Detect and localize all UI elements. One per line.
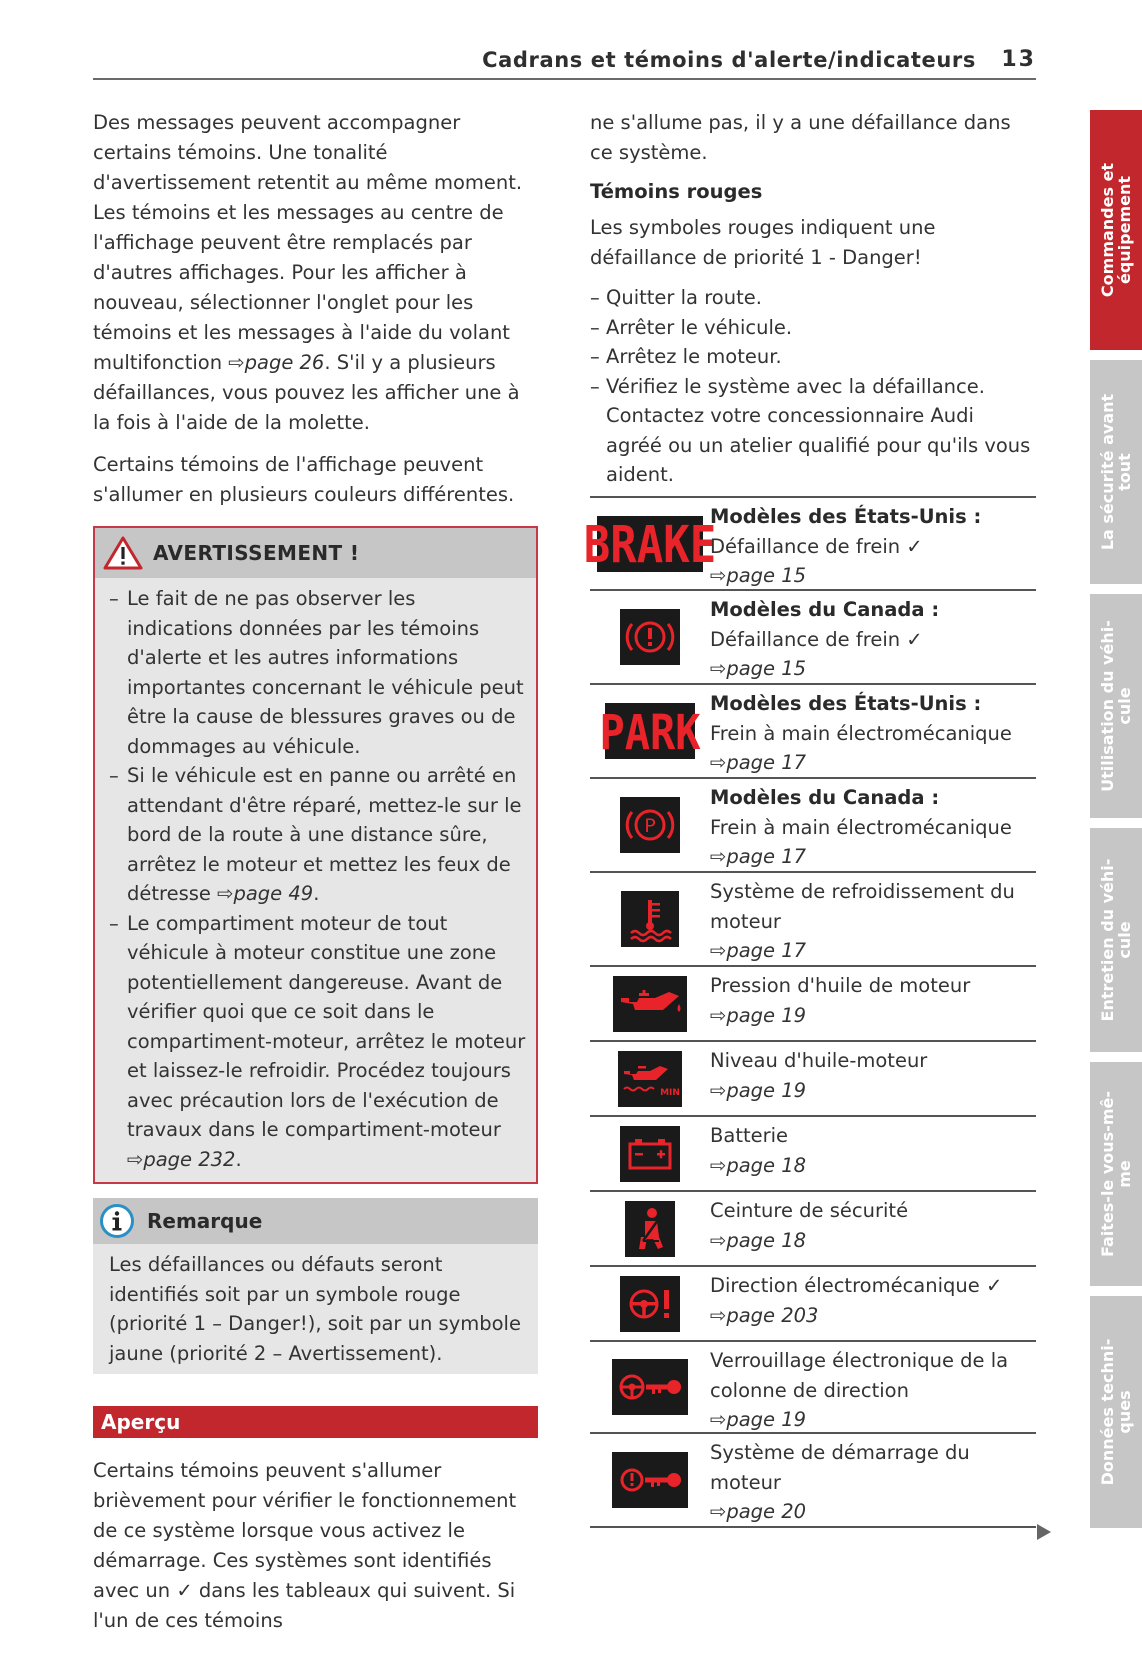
warning-item: – Si le véhicule est en panne ou arrêté en attendant d'être réparé, mettez-le sur le bord de la route à une distance sûre, arrêtez le moteur et mettez les feux de détresse ⇨page 49. <box>109 761 526 909</box>
indicator-text <box>710 1342 1036 1432</box>
indicator-label: Système de refroidissement du moteur <box>710 880 1015 933</box>
info-icon <box>99 1203 135 1239</box>
page-link[interactable]: ⇨page 19 <box>710 1003 807 1027</box>
intro-paragraph-2: Certains témoins de l'affichage peuvent s'allumer en plusieurs couleurs différentes. <box>93 453 515 506</box>
page-link[interactable]: ⇨page 26 <box>228 351 325 374</box>
page-link[interactable]: ⇨page 232 <box>127 1147 236 1171</box>
indicator-text <box>710 685 1036 777</box>
chapter-tab-entretien[interactable]: Entretien du véhi- cule <box>1090 828 1142 1052</box>
note-box <box>93 1198 538 1374</box>
indicator-label: Frein à main électromécanique <box>710 815 1012 839</box>
indicator-row <box>590 873 1036 967</box>
indicator-row <box>590 1192 1036 1267</box>
action-step: – Quitter la route. <box>590 283 1036 313</box>
overview-heading: Aperçu <box>93 1406 538 1438</box>
warning-item: – Le compartiment moteur de tout véhicule à moteur constitue une zone potentiellement dangereuse. Avant de vérifier quoi que ce soit dans le compartiment-moteur, arrêtez le moteur et laissez-le refroidir. Procédez toujours avec précaution lors de l'exécution de travaux dans le compartiment-moteur ⇨page 232. <box>109 909 526 1175</box>
indicator-text <box>710 1434 1036 1526</box>
action-step: – Vérifiez le système avec la défaillance. Contactez votre concessionnaire Audi agréé ou un atelier qualifié pour qu'ils vous aident. <box>590 372 1036 490</box>
seatbelt-icon <box>590 1192 710 1265</box>
page-link[interactable]: ⇨page 19 <box>710 1078 807 1102</box>
indicator-row <box>590 1267 1036 1342</box>
battery-icon <box>590 1117 710 1190</box>
indicator-row <box>590 591 1036 685</box>
indicator-row <box>590 779 1036 873</box>
warning-list <box>95 578 536 1182</box>
svg-text:P: P <box>644 815 656 837</box>
action-step: – Arrêtez le moteur. <box>590 342 1036 372</box>
oil-pressure-icon <box>590 967 710 1040</box>
indicator-label: Système de démarrage du moteur <box>710 1441 970 1494</box>
overview-text: Certains témoins peuvent s'allumer brièvement pour vérifier le fonctionnement de ce système lorsque vous activez le démarrage. Ces systèmes sont identifiés avec un ✓ dans les tableaux qui suivent. Si l'un de ces témoins <box>93 1459 517 1632</box>
chapter-tab-commandes[interactable]: Commandes et équipement <box>1090 110 1142 350</box>
indicator-text <box>710 1042 1036 1115</box>
continued-text: ne s'allume pas, il y a une défaillance dans ce système. <box>590 111 1011 164</box>
warning-triangle-icon <box>103 536 143 570</box>
page-link[interactable]: ⇨page 49 <box>217 882 314 905</box>
warning-item: – Le fait de ne pas observer les indications données par les témoins d'alerte et les autres informations importantes concernant le véhicule peut être la cause de blessures graves ou de dommages au véhicule. <box>109 584 526 761</box>
svg-text:PARK: PARK <box>599 704 701 761</box>
page-link[interactable]: ⇨page 203 <box>710 1303 819 1327</box>
page-link[interactable]: ⇨page 18 <box>710 1228 807 1252</box>
indicator-label: Batterie <box>710 1124 789 1147</box>
indicator-text <box>710 498 1036 589</box>
brake-circle-icon <box>590 591 710 683</box>
page-title: Cadrans et témoins d'alerte/indicateurs <box>482 48 976 72</box>
note-header <box>93 1198 538 1244</box>
indicator-label: Pression d'huile de moteur <box>710 974 971 997</box>
left-column <box>93 108 538 1636</box>
brake-text-icon <box>583 498 717 589</box>
indicator-row <box>590 1434 1036 1528</box>
page-link[interactable]: ⇨page 17 <box>710 751 807 774</box>
chapter-tab-donnees[interactable]: Données techni- ques <box>1090 1296 1142 1528</box>
red-indicators-text: Les symboles rouges indiquent une défaillance de priorité 1 - Danger! <box>590 216 936 269</box>
indicator-text <box>710 1117 1036 1190</box>
page-link[interactable]: ⇨page 19 <box>710 1408 807 1431</box>
indicator-text <box>710 873 1036 965</box>
coolant-icon <box>590 873 710 965</box>
indicator-row <box>590 1042 1036 1117</box>
start-system-icon <box>590 1434 710 1526</box>
indicator-text <box>710 779 1036 871</box>
park-text-icon <box>590 685 710 777</box>
indicator-label: Frein à main électromécanique <box>710 721 1012 745</box>
page-link[interactable]: ⇨page 15 <box>710 657 807 680</box>
warning-header <box>95 528 536 578</box>
indicator-text <box>710 967 1036 1040</box>
action-step: – Arrêter le véhicule. <box>590 313 1036 343</box>
next-page-arrow-icon <box>1037 1524 1051 1540</box>
steering-warning-icon <box>590 1267 710 1340</box>
indicator-label: Défaillance de frein ✓ <box>710 627 923 651</box>
chapter-tab-faites-le[interactable]: Faites-le vous-mê- me <box>1090 1062 1142 1286</box>
red-indicators-heading: Témoins rouges <box>590 180 763 203</box>
warning-title: AVERTISSEMENT ! <box>153 541 360 565</box>
indicator-label: Défaillance de frein ✓ <box>710 534 923 558</box>
page-link[interactable]: ⇨page 20 <box>710 1500 807 1523</box>
indicator-label: Direction électromécanique ✓ <box>710 1274 1003 1297</box>
page-link[interactable]: ⇨page 15 <box>710 564 807 587</box>
indicator-heading: Modèles des États-Unis : <box>710 505 982 528</box>
indicator-row <box>583 498 1036 591</box>
indicator-text <box>710 1267 1036 1340</box>
indicator-label: Verrouillage électronique de la colonne de direction <box>710 1349 1009 1402</box>
indicator-row <box>590 1117 1036 1192</box>
page-number: 13 <box>1001 47 1036 72</box>
warning-box <box>93 526 538 1184</box>
chapter-tab-securite[interactable]: La sécurité avant tout <box>1090 360 1142 584</box>
note-title: Remarque <box>147 1209 263 1233</box>
page-link[interactable]: ⇨page 18 <box>710 1153 807 1177</box>
svg-text:BRAKE: BRAKE <box>583 515 717 575</box>
indicator-row <box>590 685 1036 779</box>
note-text: Les défaillances ou défauts seront identifiés soit par un symbole rouge (priorité 1 – Danger!), soit par un symbole jaune (priorité 2 – Avertissement). <box>109 1253 521 1365</box>
indicator-text <box>710 1192 1036 1265</box>
indicator-heading: Modèles du Canada : <box>710 598 940 621</box>
indicator-row <box>590 967 1036 1042</box>
intro-paragraph-1: Des messages peuvent accompagner certains témoins. Une tonalité d'avertissement retentit au même moment. Les témoins et les messages au centre de l'affichage peuvent être remplacés par d'autres affichages. Pour les afficher à nouveau, sélectionner l'onglet pour les témoins et les messages à l'aide du volant multifonction ⇨page 26. S'il y a plusieurs défaillances, vous pouvez les afficher une à la fois à l'aide de la molette. <box>93 111 523 434</box>
page-link[interactable]: ⇨page 17 <box>710 939 807 962</box>
action-steps <box>590 283 1036 490</box>
indicator-table <box>583 496 1036 1528</box>
indicator-row <box>590 1342 1036 1434</box>
steering-lock-icon <box>590 1342 710 1432</box>
indicator-label: Niveau d'huile-moteur <box>710 1049 928 1072</box>
chapter-tab-utilisation[interactable]: Utilisation du véhi- cule <box>1090 594 1142 818</box>
oil-level-icon <box>590 1042 710 1115</box>
indicator-label: Ceinture de sécurité <box>710 1199 909 1222</box>
svg-text:MIN: MIN <box>660 1087 680 1098</box>
page-link[interactable]: ⇨page 17 <box>710 845 807 868</box>
indicator-heading: Modèles des États-Unis : <box>710 692 982 715</box>
indicator-heading: Modèles du Canada : <box>710 786 940 809</box>
indicator-text <box>710 591 1036 683</box>
right-column <box>590 108 1036 490</box>
park-circle-icon <box>590 779 710 871</box>
page-header <box>93 44 1036 80</box>
